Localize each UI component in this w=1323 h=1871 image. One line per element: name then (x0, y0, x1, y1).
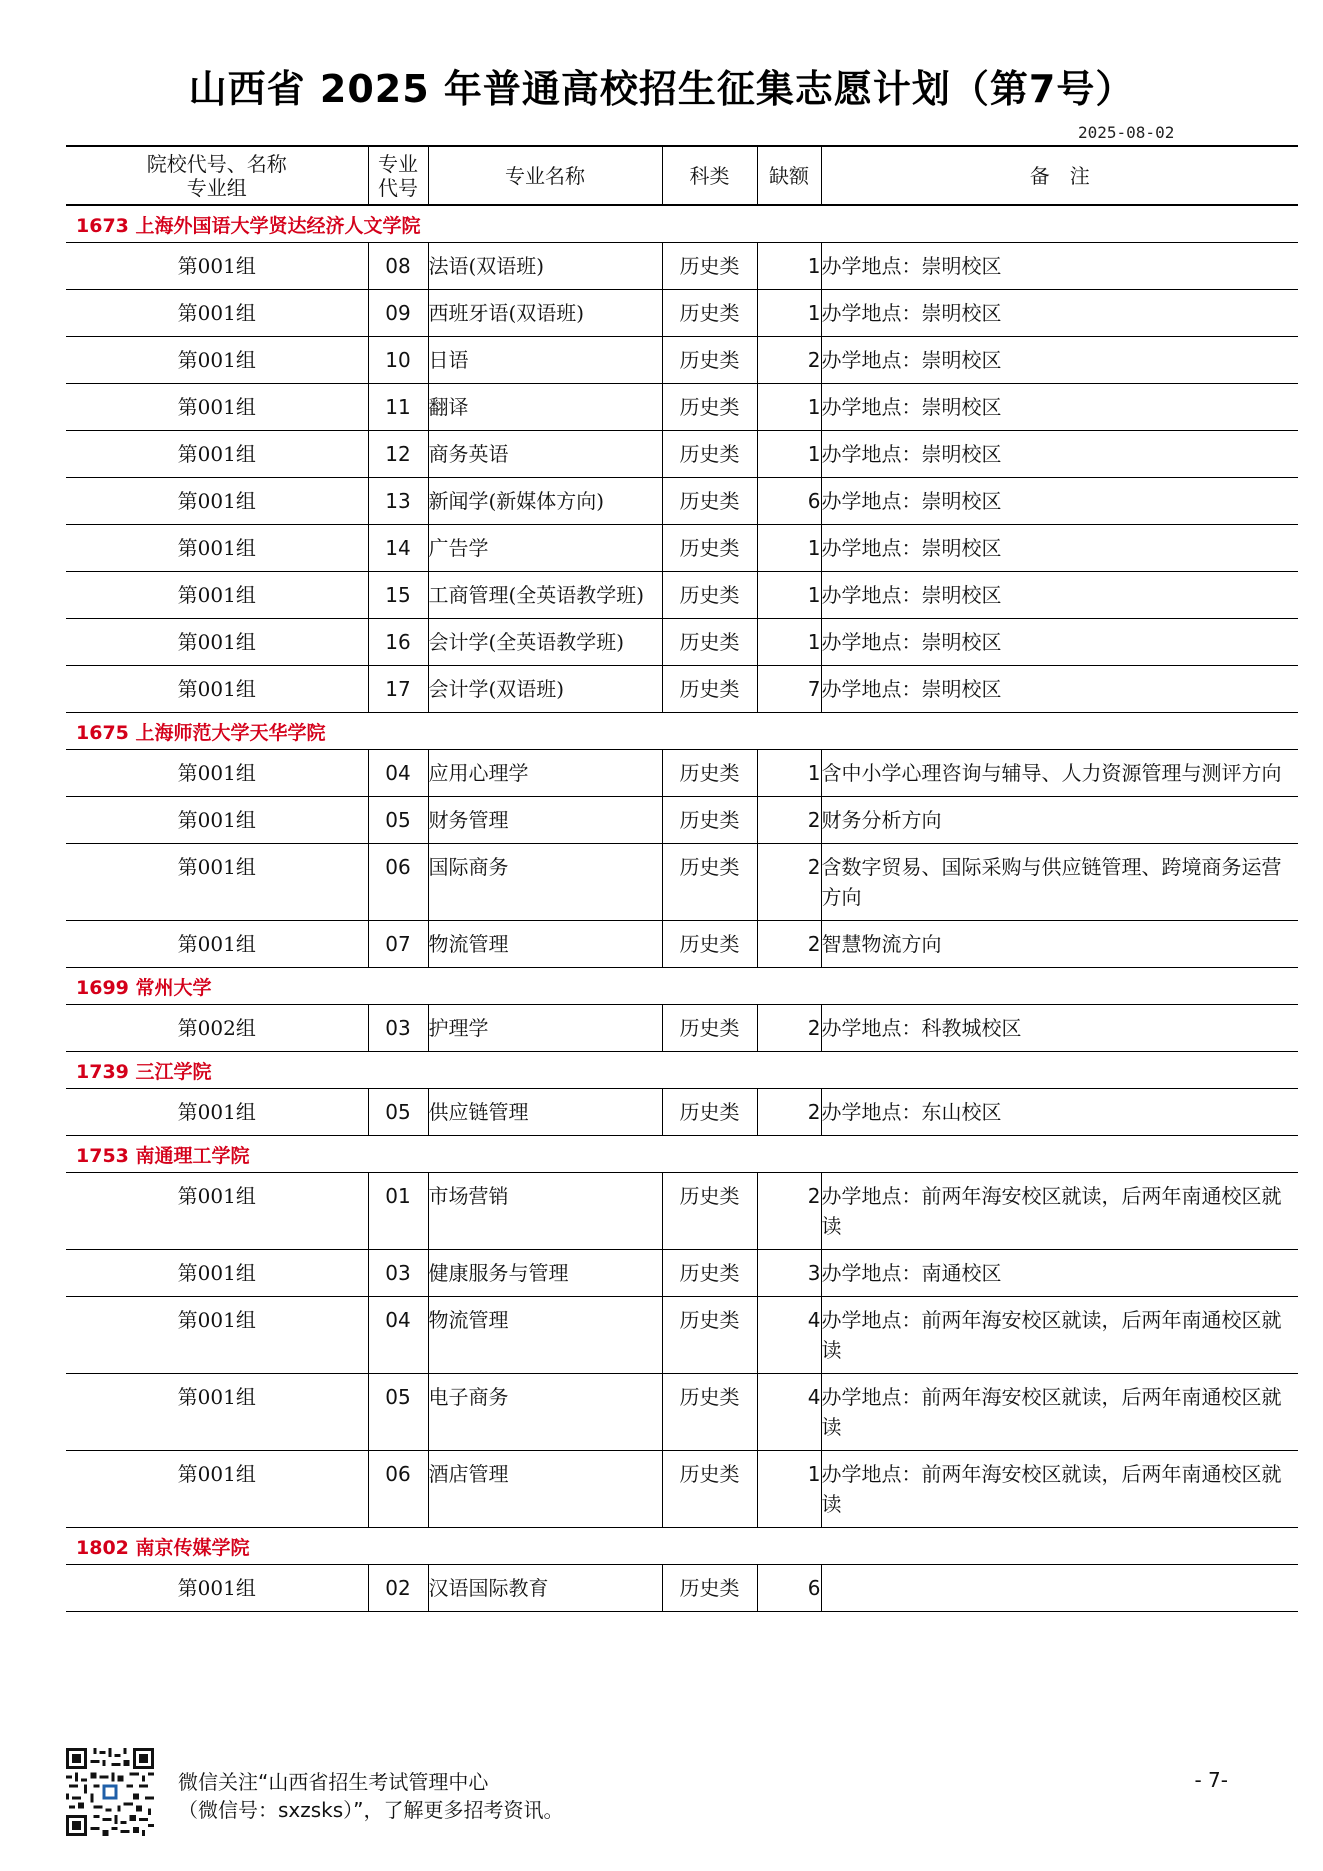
category-cell: 历史类 (662, 797, 757, 844)
note-cell: 办学地点：前两年海安校区就读，后两年南通校区就读 (821, 1173, 1298, 1250)
note-cell: 含中小学心理咨询与辅导、人力资源管理与测评方向 (821, 750, 1298, 797)
major-code-cell: 05 (368, 1089, 428, 1136)
quota-cell: 1 (757, 384, 821, 431)
quota-cell: 2 (757, 921, 821, 968)
major-code-cell: 11 (368, 384, 428, 431)
school-name: 1802 南京传媒学院 (66, 1528, 1298, 1565)
table-row (66, 384, 1298, 431)
table-row (66, 1451, 1298, 1528)
note-cell: 办学地点：崇明校区 (821, 290, 1298, 337)
category-cell: 历史类 (662, 1374, 757, 1451)
major-code-cell: 13 (368, 478, 428, 525)
footer-line-1: 微信关注“山西省招生考试管理中心 (178, 1770, 489, 1794)
table-row (66, 1089, 1298, 1136)
note-cell: 办学地点：崇明校区 (821, 525, 1298, 572)
note-cell: 财务分析方向 (821, 797, 1298, 844)
group-cell: 第001组 (66, 337, 368, 384)
major-code-cell: 06 (368, 844, 428, 921)
quota-cell: 1 (757, 1451, 821, 1528)
major-code-cell: 05 (368, 1374, 428, 1451)
table-row (66, 478, 1298, 525)
major-name-cell: 新闻学(新媒体方向) (428, 478, 662, 525)
header-school-label: 院校代号、名称 (146, 151, 287, 176)
major-name-cell: 翻译 (428, 384, 662, 431)
major-name-cell: 西班牙语(双语班) (428, 290, 662, 337)
header-school (66, 146, 368, 205)
note-cell: 办学地点：崇明校区 (821, 384, 1298, 431)
major-name-cell: 汉语国际教育 (428, 1565, 662, 1612)
table-row (66, 1005, 1298, 1052)
header-code-line2: 代号 (378, 175, 418, 200)
note-cell: 办学地点：东山校区 (821, 1089, 1298, 1136)
note-cell: 办学地点：南通校区 (821, 1250, 1298, 1297)
school-name: 1753 南通理工学院 (66, 1136, 1298, 1173)
table-row (66, 844, 1298, 921)
major-code-cell: 04 (368, 1297, 428, 1374)
major-code-cell: 03 (368, 1250, 428, 1297)
category-cell: 历史类 (662, 1173, 757, 1250)
note-cell: 办学地点：崇明校区 (821, 666, 1298, 713)
major-code-cell: 07 (368, 921, 428, 968)
major-code-cell: 08 (368, 243, 428, 290)
quota-cell: 1 (757, 619, 821, 666)
table-row (66, 572, 1298, 619)
school-header-row (66, 205, 1298, 243)
school-header-row (66, 1528, 1298, 1565)
header-category: 科类 (662, 146, 757, 205)
note-cell: 智慧物流方向 (821, 921, 1298, 968)
major-name-cell: 会计学(全英语教学班) (428, 619, 662, 666)
footer-line-2: （微信号：sxzsks）”，了解更多招考资讯。 (178, 1798, 564, 1822)
quota-cell: 1 (757, 431, 821, 478)
group-cell: 第001组 (66, 1451, 368, 1528)
school-name: 1739 三江学院 (66, 1052, 1298, 1089)
category-cell: 历史类 (662, 525, 757, 572)
major-code-cell: 03 (368, 1005, 428, 1052)
category-cell: 历史类 (662, 666, 757, 713)
quota-cell: 6 (757, 1565, 821, 1612)
note-cell: 办学地点：崇明校区 (821, 619, 1298, 666)
group-cell: 第001组 (66, 1173, 368, 1250)
table-row (66, 337, 1298, 384)
major-name-cell: 物流管理 (428, 921, 662, 968)
category-cell: 历史类 (662, 337, 757, 384)
table-row (66, 1374, 1298, 1451)
group-cell: 第002组 (66, 1005, 368, 1052)
major-name-cell: 广告学 (428, 525, 662, 572)
table-row (66, 431, 1298, 478)
major-code-cell: 09 (368, 290, 428, 337)
group-cell: 第001组 (66, 666, 368, 713)
major-code-cell: 17 (368, 666, 428, 713)
major-code-cell: 06 (368, 1451, 428, 1528)
footer-wechat-text (178, 1768, 564, 1824)
category-cell: 历史类 (662, 1005, 757, 1052)
quota-cell: 2 (757, 844, 821, 921)
table-row (66, 1250, 1298, 1297)
group-cell: 第001组 (66, 572, 368, 619)
quota-cell: 1 (757, 750, 821, 797)
major-name-cell: 健康服务与管理 (428, 1250, 662, 1297)
quota-cell: 2 (757, 1005, 821, 1052)
publish-date: 2025-08-02 (1078, 123, 1175, 142)
note-cell: 办学地点：崇明校区 (821, 431, 1298, 478)
major-code-cell: 05 (368, 797, 428, 844)
group-cell: 第001组 (66, 1297, 368, 1374)
category-cell: 历史类 (662, 384, 757, 431)
plan-table (66, 145, 1298, 1612)
note-cell: 办学地点：崇明校区 (821, 572, 1298, 619)
group-cell: 第001组 (66, 797, 368, 844)
school-name: 1675 上海师范大学天华学院 (66, 713, 1298, 750)
group-cell: 第001组 (66, 844, 368, 921)
category-cell: 历史类 (662, 921, 757, 968)
major-name-cell: 会计学(双语班) (428, 666, 662, 713)
category-cell: 历史类 (662, 290, 757, 337)
school-header-row (66, 1136, 1298, 1173)
major-name-cell: 国际商务 (428, 844, 662, 921)
group-cell: 第001组 (66, 619, 368, 666)
group-cell: 第001组 (66, 478, 368, 525)
table-header-row (66, 146, 1298, 205)
major-name-cell: 日语 (428, 337, 662, 384)
major-name-cell: 法语(双语班) (428, 243, 662, 290)
header-major: 专业名称 (428, 146, 662, 205)
page-title: 山西省 2025 年普通高校招生征集志愿计划（第7号） (188, 67, 1135, 111)
note-cell: 含数字贸易、国际采购与供应链管理、跨境商务运营方向 (821, 844, 1298, 921)
qr-code-icon (66, 1748, 154, 1836)
group-cell: 第001组 (66, 290, 368, 337)
major-code-cell: 02 (368, 1565, 428, 1612)
major-name-cell: 供应链管理 (428, 1089, 662, 1136)
table-row (66, 619, 1298, 666)
major-name-cell: 工商管理(全英语教学班) (428, 572, 662, 619)
school-name: 1699 常州大学 (66, 968, 1298, 1005)
quota-cell: 1 (757, 290, 821, 337)
category-cell: 历史类 (662, 1565, 757, 1612)
header-code-line1: 专业 (378, 151, 418, 176)
school-name: 1673 上海外国语大学贤达经济人文学院 (66, 205, 1298, 243)
school-header-row (66, 1052, 1298, 1089)
table-row (66, 666, 1298, 713)
category-cell: 历史类 (662, 844, 757, 921)
quota-cell: 2 (757, 1173, 821, 1250)
note-cell: 办学地点：崇明校区 (821, 337, 1298, 384)
table-row (66, 750, 1298, 797)
table-row (66, 243, 1298, 290)
group-cell: 第001组 (66, 1250, 368, 1297)
major-name-cell: 商务英语 (428, 431, 662, 478)
table-row (66, 1173, 1298, 1250)
major-name-cell: 酒店管理 (428, 1451, 662, 1528)
note-cell: 办学地点：前两年海安校区就读，后两年南通校区就读 (821, 1451, 1298, 1528)
quota-cell: 2 (757, 797, 821, 844)
group-cell: 第001组 (66, 1565, 368, 1612)
note-cell: 办学地点：崇明校区 (821, 243, 1298, 290)
table-row (66, 921, 1298, 968)
quota-cell: 1 (757, 572, 821, 619)
category-cell: 历史类 (662, 478, 757, 525)
table-row (66, 1297, 1298, 1374)
quota-cell: 1 (757, 525, 821, 572)
note-cell: 办学地点：前两年海安校区就读，后两年南通校区就读 (821, 1297, 1298, 1374)
page-number: - 7- (1194, 1768, 1228, 1792)
quota-cell: 4 (757, 1374, 821, 1451)
major-name-cell: 护理学 (428, 1005, 662, 1052)
quota-cell: 7 (757, 666, 821, 713)
major-code-cell: 12 (368, 431, 428, 478)
group-cell: 第001组 (66, 384, 368, 431)
quota-cell: 2 (757, 1089, 821, 1136)
table-row (66, 525, 1298, 572)
major-name-cell: 应用心理学 (428, 750, 662, 797)
category-cell: 历史类 (662, 619, 757, 666)
category-cell: 历史类 (662, 572, 757, 619)
group-cell: 第001组 (66, 243, 368, 290)
category-cell: 历史类 (662, 431, 757, 478)
category-cell: 历史类 (662, 243, 757, 290)
major-code-cell: 14 (368, 525, 428, 572)
header-group-label: 专业组 (186, 175, 247, 200)
table-row (66, 797, 1298, 844)
category-cell: 历史类 (662, 1451, 757, 1528)
group-cell: 第001组 (66, 525, 368, 572)
category-cell: 历史类 (662, 1089, 757, 1136)
school-header-row (66, 968, 1298, 1005)
table-row (66, 1565, 1298, 1612)
category-cell: 历史类 (662, 1250, 757, 1297)
major-name-cell: 物流管理 (428, 1297, 662, 1374)
major-code-cell: 16 (368, 619, 428, 666)
major-name-cell: 电子商务 (428, 1374, 662, 1451)
major-code-cell: 01 (368, 1173, 428, 1250)
note-cell: 办学地点：前两年海安校区就读，后两年南通校区就读 (821, 1374, 1298, 1451)
header-quota: 缺额 (757, 146, 821, 205)
quota-cell: 2 (757, 337, 821, 384)
major-name-cell: 财务管理 (428, 797, 662, 844)
major-code-cell: 04 (368, 750, 428, 797)
header-code (368, 146, 428, 205)
quota-cell: 4 (757, 1297, 821, 1374)
major-code-cell: 10 (368, 337, 428, 384)
note-cell (821, 1565, 1298, 1612)
quota-cell: 1 (757, 243, 821, 290)
note-cell: 办学地点：崇明校区 (821, 478, 1298, 525)
group-cell: 第001组 (66, 750, 368, 797)
group-cell: 第001组 (66, 1089, 368, 1136)
major-name-cell: 市场营销 (428, 1173, 662, 1250)
category-cell: 历史类 (662, 1297, 757, 1374)
school-header-row (66, 713, 1298, 750)
plan-table-body (66, 205, 1298, 1612)
note-cell: 办学地点：科教城校区 (821, 1005, 1298, 1052)
group-cell: 第001组 (66, 921, 368, 968)
table-row (66, 290, 1298, 337)
page-footer (66, 1748, 1298, 1838)
quota-cell: 6 (757, 478, 821, 525)
group-cell: 第001组 (66, 431, 368, 478)
header-note: 备 注 (821, 146, 1298, 205)
quota-cell: 3 (757, 1250, 821, 1297)
group-cell: 第001组 (66, 1374, 368, 1451)
category-cell: 历史类 (662, 750, 757, 797)
major-code-cell: 15 (368, 572, 428, 619)
